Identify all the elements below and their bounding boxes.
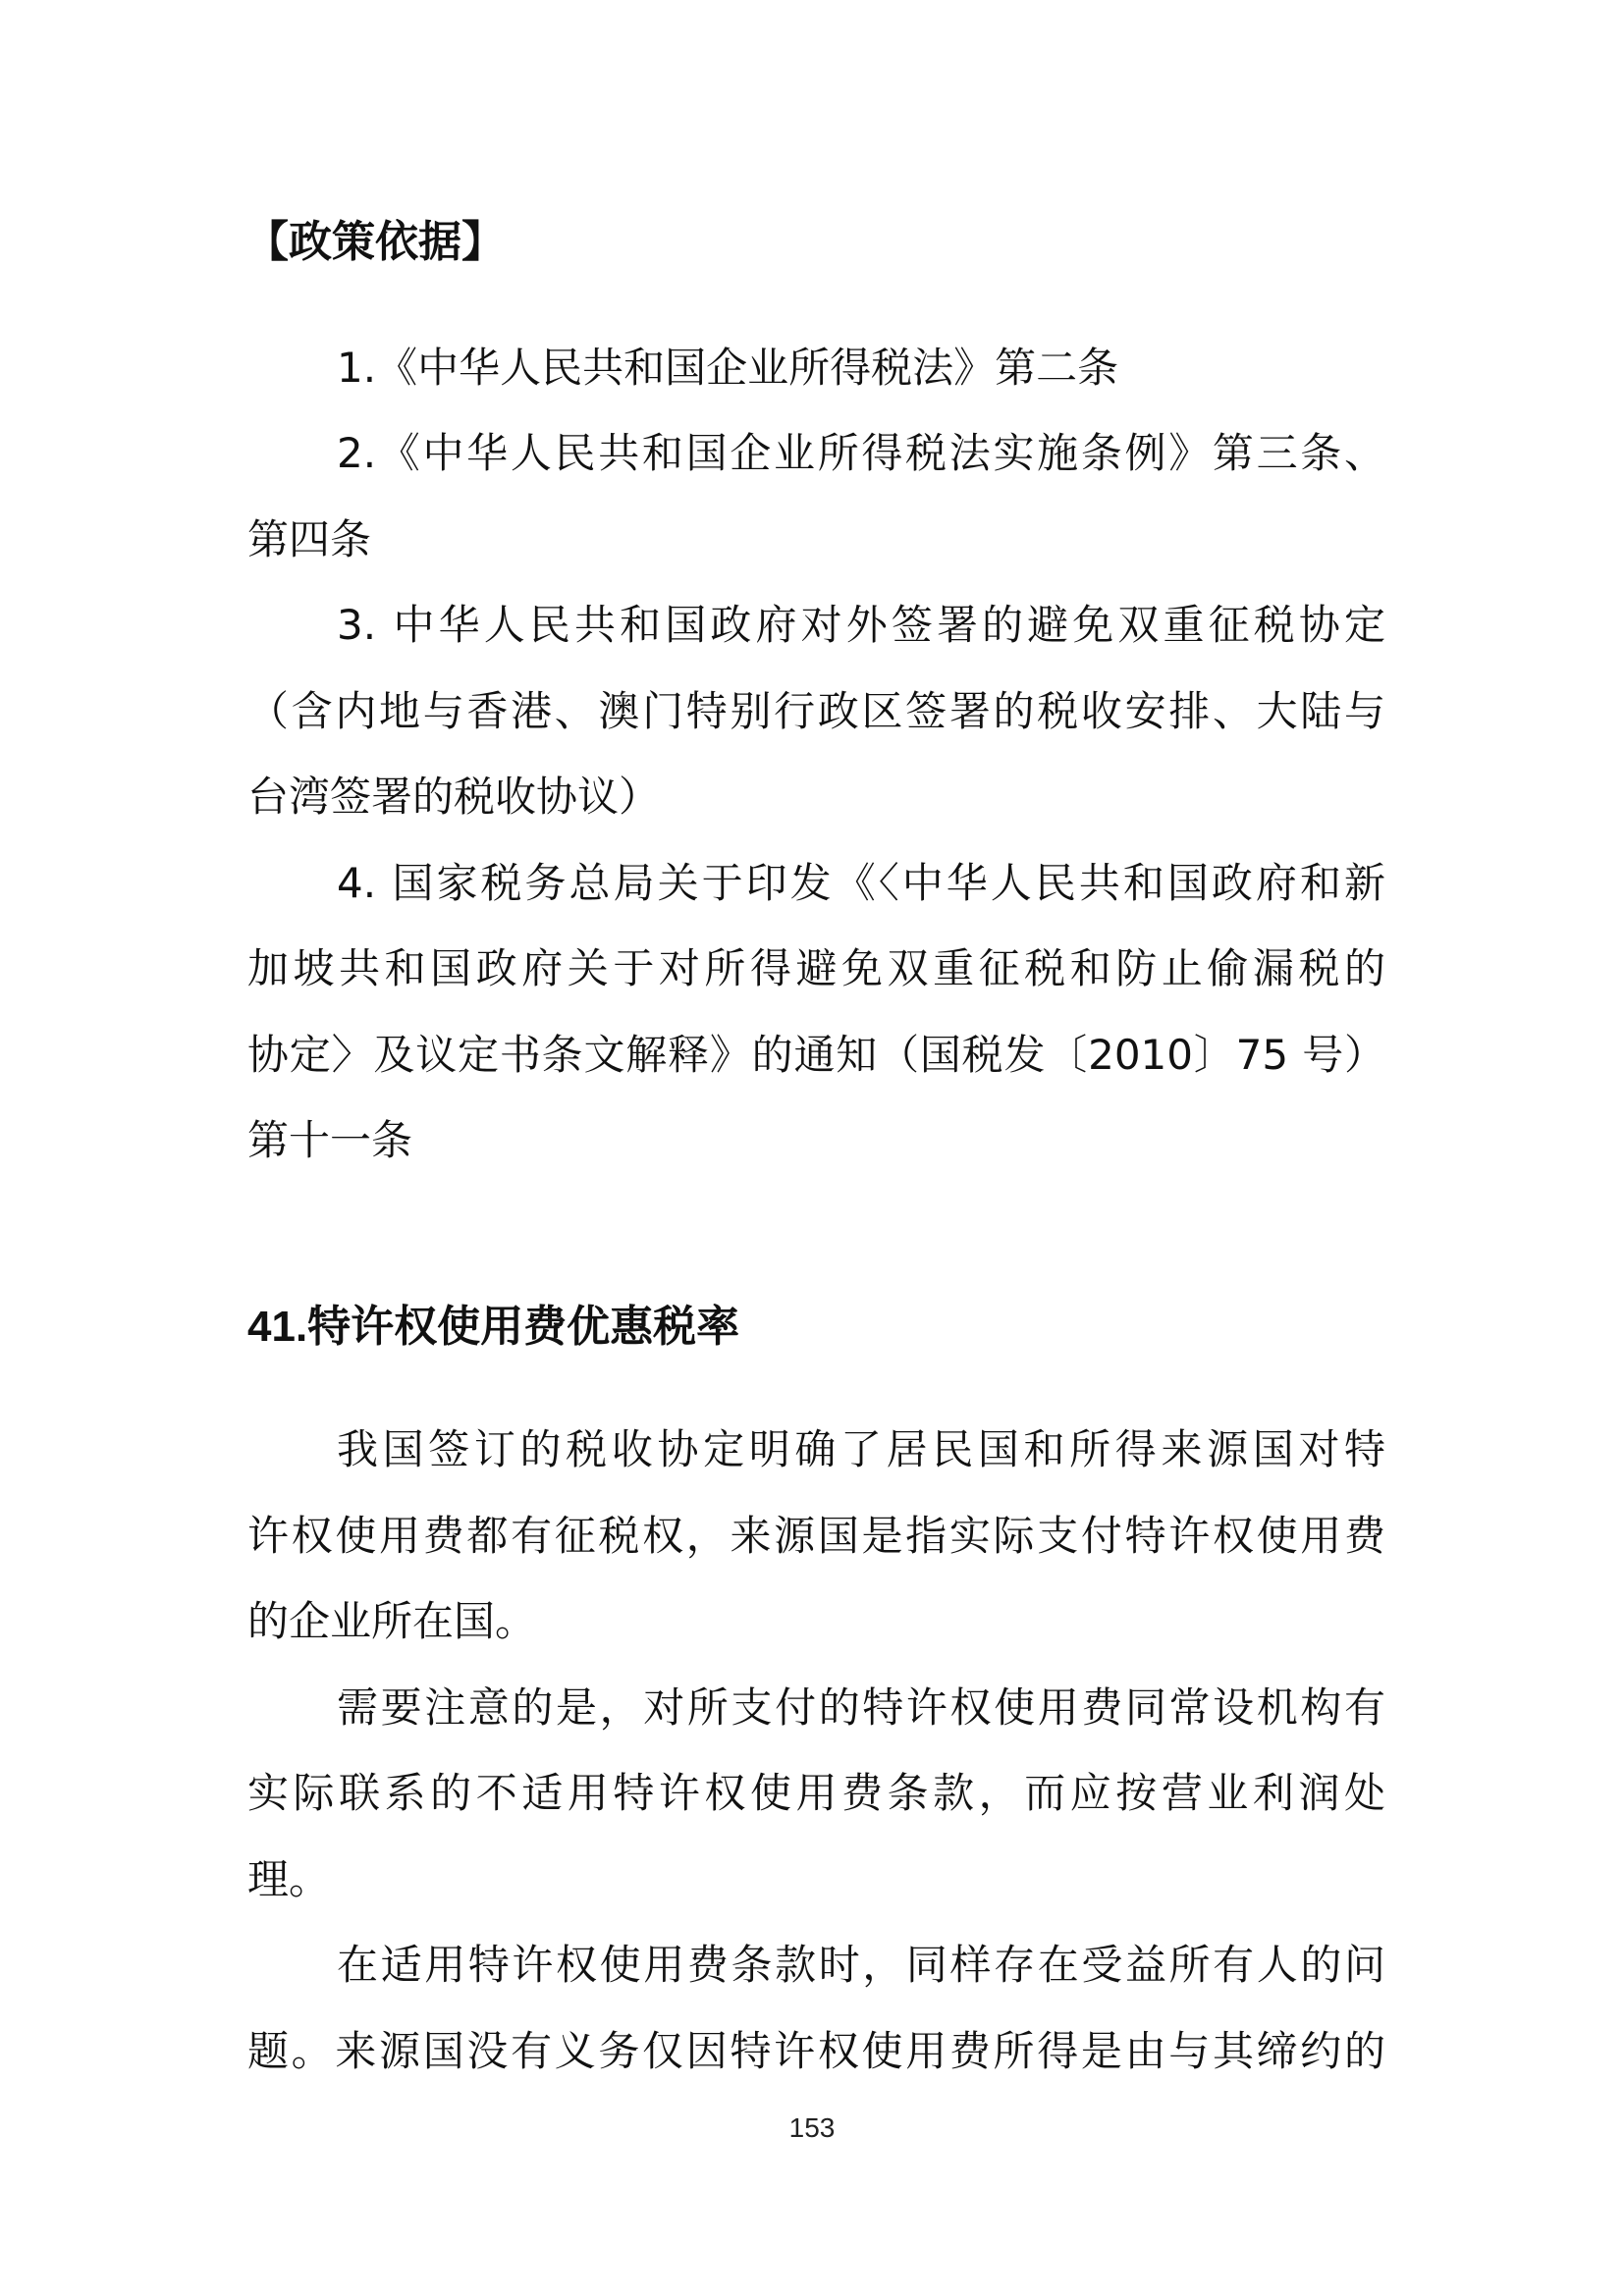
paragraph-1-line-1: 我国签订的税收协定明确了居民国和所得来源国对特 (337, 1425, 1385, 1473)
paragraph-2-line-1: 需要注意的是，对所支付的特许权使用费同常设机构有 (337, 1683, 1385, 1732)
section-title: 特许权使用费优惠税率 (307, 1302, 740, 1352)
page-number: 153 (788, 2112, 836, 2143)
paragraph-1-line-3: 的企业所在国。 (247, 1597, 537, 1645)
policy-item-4-line-4: 第十一条 (247, 1116, 413, 1164)
section-number: 41. (247, 1303, 308, 1351)
paragraph-2-line-3: 理。 (247, 1855, 331, 1903)
paragraph-2-line-2: 实际联系的不适用特许权使用费条款，而应按营业利润处 (247, 1769, 1385, 1817)
policy-item-2-line-1: 2.《中华人民共和国企业所得税法实施条例》第三条、 (337, 429, 1385, 477)
policy-item-2-line-2: 第四条 (247, 515, 372, 563)
policy-item-3-line-3: 台湾签署的税收协议） (247, 773, 661, 821)
paragraph-3-line-2: 题。来源国没有义务仅因特许权使用费所得是由与其缔约的 (247, 2027, 1385, 2075)
policy-item-3-line-2: （含内地与香港、澳门特别行政区签署的税收安排、大陆与 (247, 687, 1385, 735)
policy-item-3-line-1: 3. 中华人民共和国政府对外签署的避免双重征税协定 (337, 601, 1385, 649)
policy-item-4-line-3: 协定〉及议定书条文解释》的通知（国税发〔2010〕75 号） (247, 1031, 1385, 1079)
policy-item-4-line-1: 4. 国家税务总局关于印发《〈中华人民共和国政府和新 (337, 859, 1385, 907)
paragraph-3-line-1: 在适用特许权使用费条款时，同样存在受益所有人的问 (337, 1941, 1385, 1989)
policy-item-1-line-1: 1.《中华人民共和国企业所得税法》第二条 (337, 344, 1119, 392)
policy-item-4-line-2: 加坡共和国政府关于对所得避免双重征税和防止偷漏税的 (247, 944, 1385, 992)
policy-basis-heading: 【政策依据】 (245, 217, 505, 267)
paragraph-1-line-2: 许权使用费都有征税权，来源国是指实际支付特许权使用费 (247, 1512, 1385, 1560)
section-heading (247, 1302, 740, 1352)
